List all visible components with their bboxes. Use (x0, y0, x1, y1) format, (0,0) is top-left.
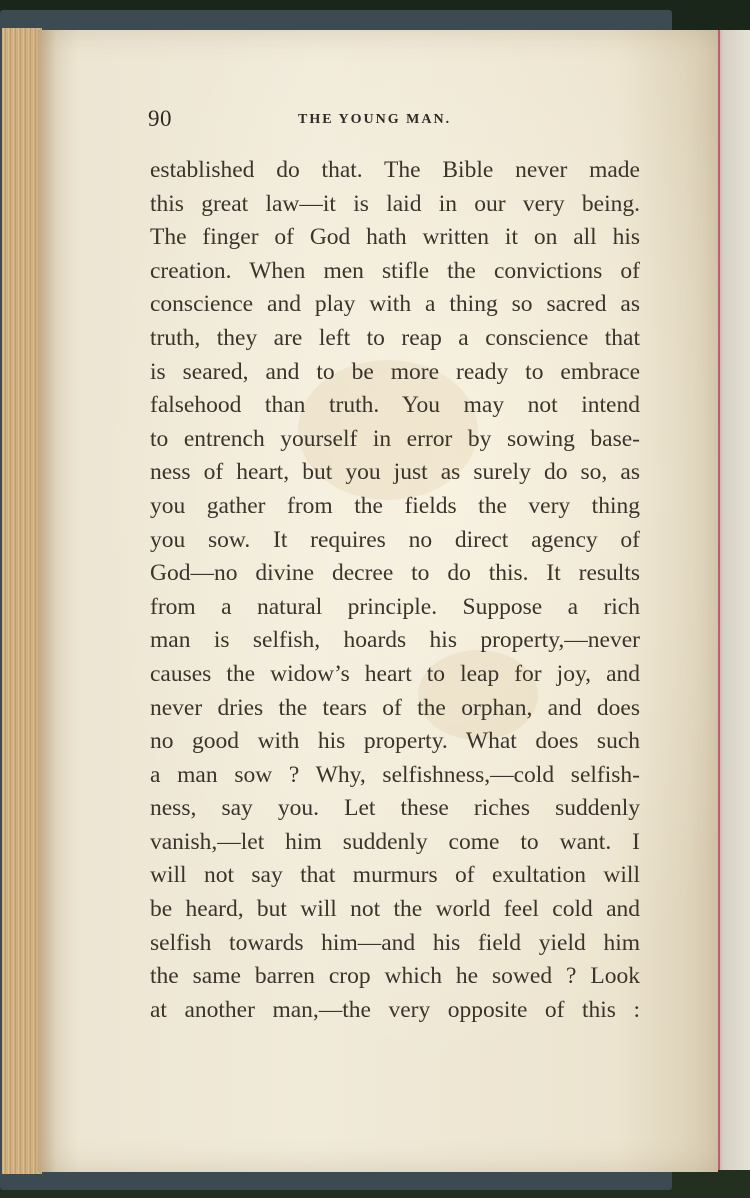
text-line: established do that. The Bible never made (150, 157, 640, 183)
text-line: from a natural principle. Suppose a rich (150, 593, 640, 620)
text-line: at another man,—the very opposite of this : (150, 996, 640, 1023)
text-line: man is selfish, hoards his property,—never (150, 627, 640, 654)
text-line: vanish,—let him suddenly come to want. I (150, 828, 640, 855)
running-head (148, 106, 638, 136)
text-line: selfish towards him—and his field yield him (150, 929, 640, 956)
page-number: 90 (148, 106, 172, 131)
text-line: the same barren crop which he sowed ? Look (150, 963, 640, 990)
text-line: you gather from the fields the very thing (150, 492, 640, 519)
text-line: God—no divine decree to do this. It results (150, 560, 640, 587)
text-line: conscience and play with a thing so sacred as (150, 291, 640, 318)
text-line: be heard, but will not the world feel cold and (150, 896, 640, 923)
text-line: The finger of God hath written it on all his (150, 224, 640, 251)
running-title: THE YOUNG MAN. (298, 112, 452, 127)
text-line: falsehood than truth. You may not intend (150, 392, 640, 419)
text-line: no good with his property. What does such (150, 728, 640, 755)
text-line: truth, they are left to reap a conscience that (150, 324, 640, 351)
text-line: ness of heart, but you just as surely do so, as (150, 459, 640, 486)
page-edges (2, 28, 42, 1174)
text-line: causes the widow’s heart to leap for joy, and (150, 660, 640, 687)
text-line: you sow. It requires no direct agency of (150, 526, 640, 553)
text-line: ness, say you. Let these riches suddenly (150, 795, 640, 822)
book-page (38, 30, 718, 1172)
text-line: is seared, and to be more ready to embrace (150, 358, 640, 385)
text-line: to entrench yourself in error by sowing base- (150, 425, 640, 452)
facing-page-edge (714, 30, 750, 1170)
text-line: this great law—it is laid in our very being. (150, 190, 640, 217)
text-line: a man sow ? Why, selfishness,—cold selfish- (150, 761, 640, 788)
text-line: never dries the tears of the orphan, and does (150, 694, 640, 721)
text-line: creation. When men stifle the convictions of (150, 257, 640, 284)
body-text (150, 154, 640, 1027)
text-line: will not say that murmurs of exultation will (150, 862, 640, 889)
